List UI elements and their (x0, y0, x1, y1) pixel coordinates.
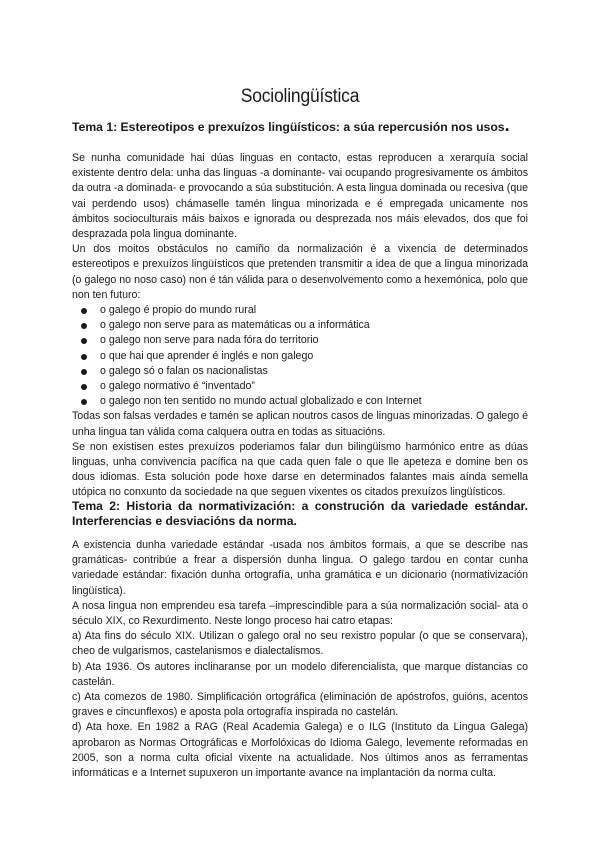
list-item (72, 379, 528, 394)
tema1-heading (72, 115, 528, 135)
tema1-paragraph-1: Se nunha comunidade hai dúas linguas en contacto, estas reproducen a xerarquía social existente dentro dela: unha das linguas -a dominante- vai ocupando progresivamente os ámbitos da outra -a dominada- e provocando a súa substitución. A esta lingua dominada ou recesiva (que vai perdendo usos) chámaselle tamén lingua minorizada e é empregada unicamente nos ámbitos socioculturais máis baixos e ignorada ou desprezada nos máis elevados, dos que foi desprazada pola lingua dominante. (72, 152, 528, 241)
bullet-icon (81, 323, 87, 329)
tema2-heading: Tema 2: Historia da normativización: a construción da variedade estándar. Interferencias e desviacións da norma. (72, 499, 528, 528)
tema2-stage-a: a) Ata fins do século XIX. Utilizan o galego oral no seu rexistro popular (o que se conservara), cheo de vulgarismos, castelanismos e dialectalismos. (72, 630, 528, 658)
tema2-paragraph-1: A existencia dunha variedade estándar -usada nos ámbitos formais, a que se describe nas gramáticas- contribúe a frear a dispersión dunha lingua. O galego tardou en contar cunha variedade estándar: fixación dunha ortografía, unha gramática e un dicionario (normativización lingüística). (72, 539, 528, 597)
tema1-body (72, 151, 528, 501)
list-item (72, 394, 528, 409)
tema2-paragraph-2: A nosa lingua non emprendeu esa tarefa –imprescindible para a súa normalización social- ata o século XIX, co Rexurdimento. Neste longo proceso hai catro etapas: (72, 599, 528, 628)
tema2-stage-b: b) Ata 1936. Os autores inclinaranse por un modelo diferencialista, que marque distancias co castelán. (72, 660, 528, 688)
list-item-text: o galego non ten sentido no mundo actual globalizado e con Internet (100, 395, 422, 408)
prejudice-list (72, 303, 528, 409)
list-item-text: o galego é propio do mundo rural (100, 304, 257, 317)
list-item (72, 318, 528, 333)
tema2-heading-block (72, 499, 528, 529)
bullet-icon (81, 338, 87, 344)
tema2-stage-c: c) Ata comezos de 1980. Simplificación ortográfica (eliminación de apóstrofos, guións, acentos graves e cincunflexos) e aposta pola ortografía inspirada no castelán. (72, 691, 528, 719)
list-item (72, 364, 528, 379)
list-item (72, 303, 528, 318)
tema1-heading-text: Tema 1: Estereotipos e prexuízos lingüísticos: a súa repercusión nos usos (72, 120, 505, 134)
list-item (72, 349, 528, 364)
tema1-heading-dot: . (504, 115, 510, 135)
tema1-paragraph-4: Se non existisen estes prexuízos poderiamos falar dun bilingüismo harmónico entre as dúas linguas, unha convivencia pacífica na que cada quen fale o que lle apeteza e domine ben os dous idiomas. Esta solución pode hoxe darse en determinados falantes mais aínda semella utópica no conxunto da sociedade na que seguen vixentes os citados prexuízos lingüísticos. (72, 440, 528, 499)
bullet-icon (81, 369, 87, 375)
tema1-paragraph-3: Todas son falsas verdades e tamén se aplican noutros casos de linguas minorizadas. O galego é unha lingua tan válida coma calquera outra en todas as situacións. (72, 410, 528, 438)
list-item-text: o galego normativo é “inventado” (100, 380, 255, 393)
bullet-icon (81, 308, 87, 314)
tema1-heading-block (72, 115, 528, 135)
tema1-paragraph-2: Un dos moitos obstáculos no camiño da normalización é a vixencia de determinados estereotipos e prexuízos lingüísticos que pretenden transmitir a idea de que a lingua minorizada (o galego no noso caso) non é tán válida para o desenvolvemento como a hexemónica, polo que non ten futuro: (72, 243, 528, 301)
list-item-text: o que hai que aprender é inglés e non galego (100, 349, 314, 362)
page-title: Sociolingüística (240, 86, 360, 107)
bullet-icon (81, 384, 87, 390)
list-item-text: o galego non serve para nada fóra do territorio (100, 334, 319, 347)
tema2-body (72, 538, 528, 781)
tema2-stage-d: d) Ata hoxe. En 1982 a RAG (Real Academia Galega) e o ILG (Instituto da Lingua Galega) aprobaron as Normas Ortográficas e Morfolóxicas do Idioma Galego, levemente reformadas en 2005, son a norma culta oficial vixente na actualidade. Nos últimos anos as ferramentas informáticas e a Internet supuxeron un importante avance na implantación da norma culta. (72, 721, 528, 780)
list-item-text: o galego non serve para as matemáticas ou a informática (100, 319, 370, 332)
bullet-icon (81, 399, 87, 405)
bullet-icon (81, 354, 87, 360)
list-item (72, 333, 528, 348)
list-item-text: o galego só o falan os nacionalistas (100, 364, 268, 377)
